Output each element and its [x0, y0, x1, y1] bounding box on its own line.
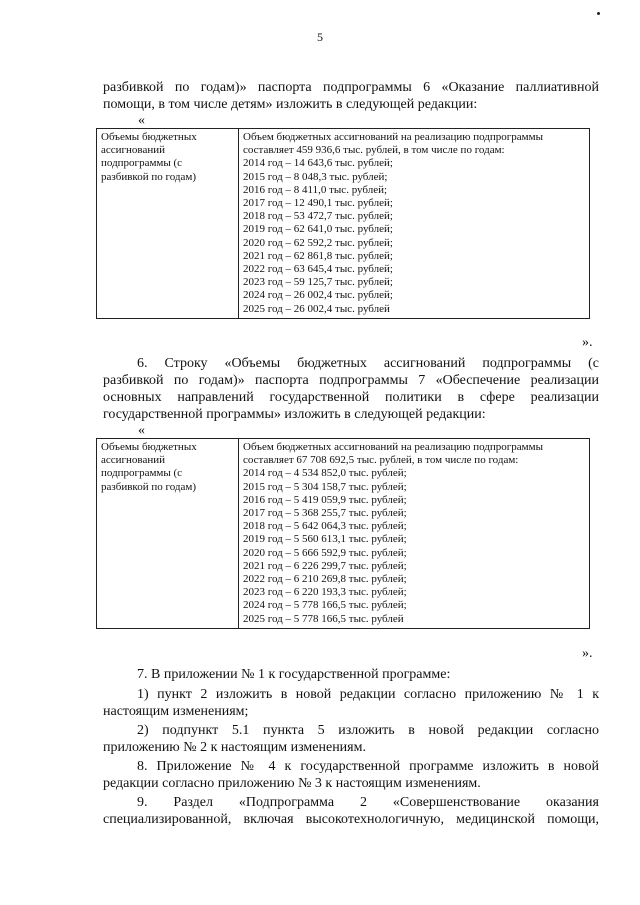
- item-7-1-paragraph: [103, 686, 599, 720]
- intro-paragraph: [103, 79, 599, 113]
- text-line: разбивкой по годам)» паспорта подпрограммы 6 «Оказание паллиативной: [103, 80, 599, 95]
- open-quote: «: [138, 423, 145, 438]
- text-line: 2) подпункт 5.1 пункта 5 изложить в новой редакции согласно: [137, 723, 599, 738]
- text-line: основных направлений государственной политики в сфере реализации: [103, 390, 599, 405]
- table-label-cell: Объемы бюджетных ассигнований подпрограммы (с разбивкой по годам): [97, 439, 239, 629]
- page-mark: [597, 12, 600, 15]
- item-9-paragraph: [103, 794, 599, 828]
- table-value-cell: Объем бюджетных ассигнований на реализацию подпрограммы составляет 67 708 692,5 тыс. рублей, в том числе по годам: 2014 год – 4 534 852,0 тыс. рублей; 2015 год – 5 304 158,7 тыс. рублей; 2016 год – 5 419 059,9 тыс. рублей; 2017 год – 5 368 255,7 тыс. рублей; 2018 год – 5 642 064,3 тыс. рублей; 2019 год – 5 560 613,1 тыс. рублей; 2020 год – 5 666 592,9 тыс. рублей; 2021 год – 6 226 299,7 тыс. рублей; 2022 год – 6 210 269,8 тыс. рублей; 2023 год – 6 220 193,3 тыс. рублей; 2024 год – 5 778 166,5 тыс. рублей; 2025 год – 5 778 166,5 тыс. рублей: [239, 439, 590, 629]
- text-line: приложению № 2 к настоящим изменениям.: [103, 740, 366, 755]
- text-line: редакции согласно приложению № 3 к настоящим изменениям.: [103, 776, 481, 791]
- text-line: 1) пункт 2 изложить в новой редакции согласно приложению № 1 к: [137, 687, 599, 702]
- text-line: помощи, в том числе детям» изложить в следующей редакции:: [103, 97, 478, 112]
- text-line: 8. Приложение № 4 к государственной программе изложить в новой: [137, 759, 599, 774]
- text-line: разбивкой по годам)» паспорта подпрограммы 7 «Обеспечение реализации: [103, 373, 599, 388]
- text-line: 7. В приложении № 1 к государственной программе:: [137, 667, 451, 682]
- budget-table-subprogram-6: [96, 128, 590, 319]
- table-label-cell: Объемы бюджетных ассигнований подпрограммы (с разбивкой по годам): [97, 129, 239, 319]
- item-7-paragraph: [103, 666, 599, 683]
- close-quote: ».: [582, 646, 593, 661]
- close-quote: ».: [582, 335, 593, 350]
- table-value-cell: Объем бюджетных ассигнований на реализацию подпрограммы составляет 459 936,6 тыс. рублей, в том числе по годам: 2014 год – 14 643,6 тыс. рублей; 2015 год – 8 048,3 тыс. рублей; 2016 год – 8 411,0 тыс. рублей; 2017 год – 12 490,1 тыс. рублей; 2018 год – 53 472,7 тыс. рублей; 2019 год – 62 641,0 тыс. рублей; 2020 год – 62 592,2 тыс. рублей; 2021 год – 62 861,8 тыс. рублей; 2022 год – 63 645,4 тыс. рублей; 2023 год – 59 125,7 тыс. рублей; 2024 год – 26 002,4 тыс. рублей; 2025 год – 26 002,4 тыс. рублей: [239, 129, 590, 319]
- text-line: 6. Строку «Объемы бюджетных ассигнований подпрограммы (с: [137, 356, 599, 371]
- text-line: 9. Раздел «Подпрограмма 2 «Совершенствование оказания: [137, 795, 599, 810]
- page-number: 5: [317, 30, 323, 44]
- open-quote: «: [138, 113, 145, 128]
- text-line: государственной программы» изложить в следующей редакции:: [103, 407, 486, 422]
- text-line: специализированной, включая высокотехнологичную, медицинской помощи,: [103, 812, 599, 827]
- budget-table-subprogram-7: [96, 438, 590, 629]
- item-6-paragraph: [103, 355, 599, 423]
- text-line: настоящим изменениям;: [103, 704, 249, 719]
- item-8-paragraph: [103, 758, 599, 792]
- item-7-2-paragraph: [103, 722, 599, 756]
